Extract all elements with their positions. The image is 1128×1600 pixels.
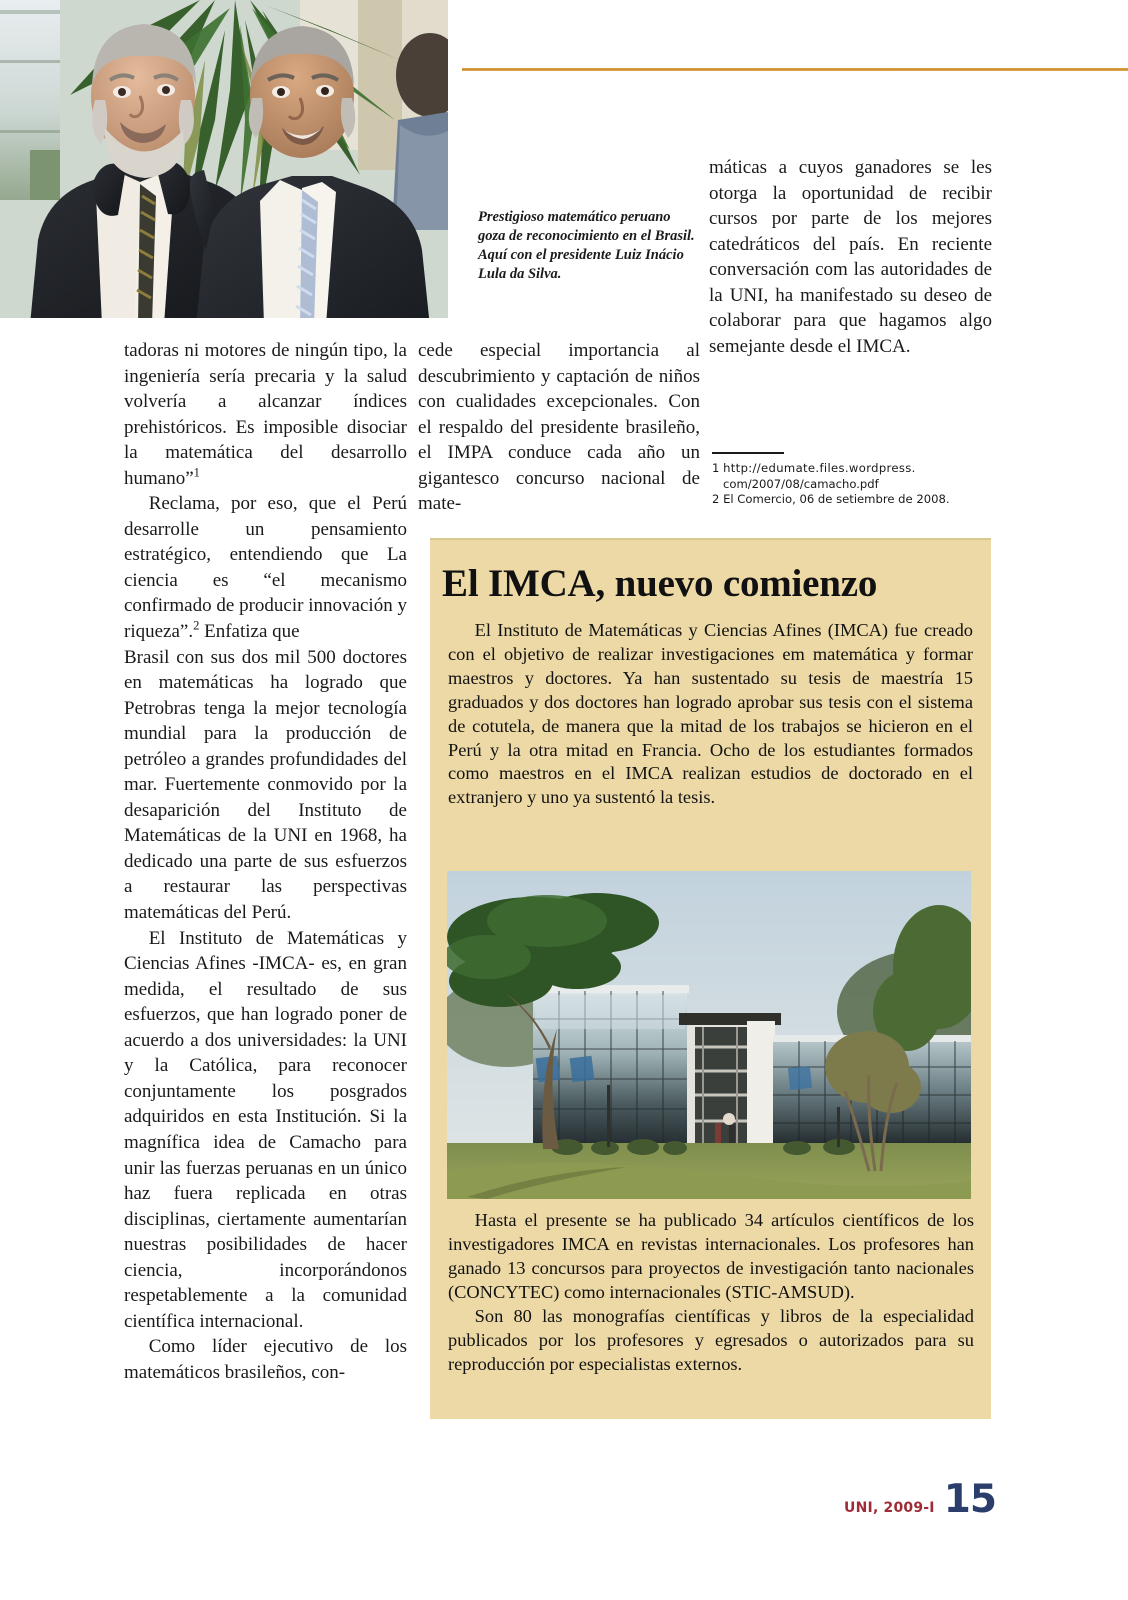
- page-number: 15: [943, 1477, 996, 1522]
- footnote-ref-1: 1: [193, 465, 200, 480]
- paragraph: El Instituto de Matemáticas y Ciencias Afines (IMCA) fue creado con el objetivo de realizar investigaciones em matemática y formar maestros y doctores. Ya han sustentado su tesis de maestría 15 graduados y dos doctores han logrado aprobar sus tesis con el sistema de cotutela, de manera que la mitad de los trabajos se hicieron en el Perú y la otra mitad en Francia. Ocho de los estudiantes formados como maestros en el IMCA realizan estudios de doctorado en el extranjero y uno ya sustentó la tesis.: [448, 619, 973, 808]
- sidebox-closing-text: [448, 1208, 974, 1376]
- footnote-separator-rule: [712, 452, 784, 454]
- footnote-ref-2: 2: [193, 618, 200, 633]
- footnote-number: 2: [712, 492, 720, 507]
- paragraph-text: Reclama, por eso, que el Perú desarrolle un pensamiento estratégico, entendiendo que La ciencia es “el mecanismo confirmado de producir innovación y riqueza”.: [124, 493, 407, 643]
- lula-and-camacho-photo: [0, 0, 448, 325]
- photo-caption: Prestigioso matemático peruano goza de reconocimiento en el Brasil. Aquí con el presidente Luiz Inácio Lula da Silva.: [478, 209, 695, 283]
- paragraph: Son 80 las monografías científicas y libros de la especialidad publicados por los profesores y egresados o autorizados para su reproducción por especialistas externos.: [448, 1306, 974, 1375]
- footnote-item: [712, 461, 997, 477]
- column-left: [124, 338, 407, 1385]
- paragraph: Hasta el presente se ha publicado 34 artículos científicos de los investigadores IMCA en revistas internacionales. Los profesores han ganado 13 concursos para proyectos de investigación tanto nacionales (CONCYTEC) como internacionales (STIC-AMSUD).: [448, 1210, 974, 1303]
- paragraph: máticas a cuyos ganadores se les otorga la oportunidad de recibir cursos por parte de los mejores catedráticos del país. En reciente conversación com las autoridades de la UNI, ha manifestado su deseo de colaborar para que hagamos algo semejante desde el IMCA.: [709, 157, 992, 357]
- footnote-item-continuation: [712, 477, 997, 493]
- column-middle: [418, 338, 700, 517]
- sidebox-intro-text: [448, 619, 973, 810]
- footnote-text-continued: com/2007/08/camacho.pdf: [723, 476, 879, 491]
- paragraph: [124, 338, 407, 491]
- footnote-number: 1: [712, 461, 720, 475]
- footnotes-block: [712, 452, 997, 508]
- sidebox-title: El IMCA, nuevo comienzo: [442, 562, 878, 605]
- paragraph-text: tadoras ni motores de ningún tipo, la ingeniería sería precaria y la salud volvería a alcanzar índices prehistóricos. Es imposible disociar la matemática del desarrollo humano”: [124, 340, 407, 489]
- footnote-text: http://edumate.files.wordpress.: [723, 461, 916, 475]
- paragraph-text-tail: Enfatiza que: [199, 621, 300, 643]
- footnote-item: [712, 492, 997, 508]
- page-footer: [844, 1477, 996, 1522]
- imca-building-photo: [447, 871, 971, 1199]
- paragraph: Como líder ejecutivo de los matemáticos brasileños, con-: [124, 1336, 407, 1383]
- issue-label: UNI, 2009-I: [844, 1500, 935, 1516]
- paragraph: El Instituto de Matemáticas y Ciencias Afines -IMCA- es, en gran medida, el resultado de sus esfuerzos, que han logrado poner de acuerdo a dos universidades: la UNI y la Católica, para reconocer conjuntamente los posgrados adquiridos en esta Institución. Si la magnífica idea de Camacho para unir las fuerzas peruanas en un único haz fuera replicada en otras disciplinas, ciertamente aumentarían nuestras posibilidades de hacer ciencia, incorporándonos respetablemente a la comunidad científica internacional.: [124, 927, 407, 1332]
- column-right-top: [709, 155, 992, 359]
- header-gold-rule: [462, 68, 1128, 71]
- paragraph: cede especial importancia al descubrimiento y captación de niños con cualidades excepcionales. Con el respaldo del presidente brasileño, el IMPA conduce cada año un gigantesco concurso nacional de mate-: [418, 340, 700, 515]
- paragraph: Brasil con sus dos mil 500 doctores en matemáticas ha logrado que Petrobras tenga la mejor tecnología mundial para la producción de petróleo a grandes profundidades del mar. Fuertemente conmovido por la desaparición del Instituto de Matemáticas de la UNI en 1968, ha dedicado una parte de sus esfuerzos a restaurar las perspectivas matemáticas del Perú.: [124, 646, 407, 924]
- footnote-text: El Comercio, 06 de setiembre de 2008.: [723, 492, 950, 507]
- paragraph: [124, 491, 407, 644]
